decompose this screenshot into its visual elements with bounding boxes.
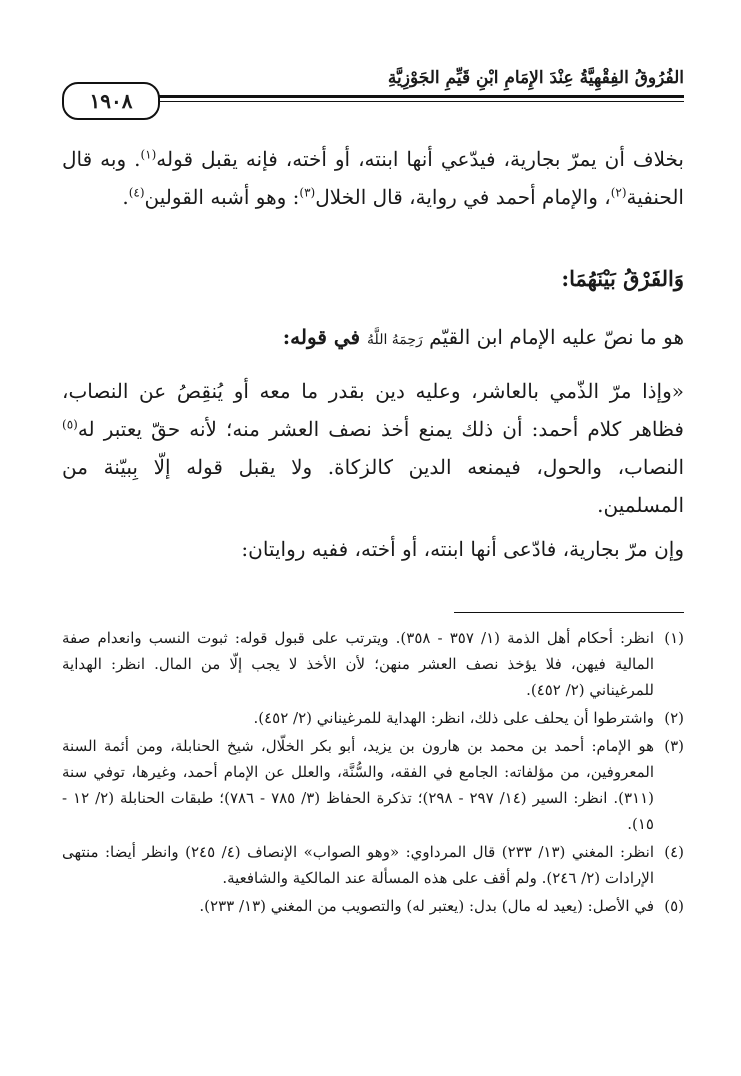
honorific: رَحِمَهُ اللَّهُ	[367, 332, 423, 348]
p1-text-d: : وهو أشبه القولين	[144, 185, 300, 209]
footnote-text: انظر: المغني (١٣/ ٢٣٣) قال المرداوي: «وهو الصواب» الإنصاف (٤/ ٢٤٥) وانظر أيضا: منتهى الإرادات (٢/ ٢٤٦). ولم أقف على هذه المسألة عند المالكية والشافعية.	[62, 843, 654, 887]
footnote-item	[62, 839, 684, 891]
section-heading: وَالفَرْقُ بَيْنَهُمَا:	[561, 266, 684, 291]
footnote-ref-5: (٥)	[62, 417, 78, 432]
footnote-item	[62, 893, 684, 919]
header-rule-thick	[152, 95, 684, 98]
footnote-separator	[454, 612, 684, 613]
footnote-number: (٢)	[664, 709, 684, 727]
footnote-number: (١)	[664, 629, 684, 647]
footnote-text: في الأصل: (يعيد له مال) بدل: (يعتبر له) والتصويب من المغني (١٣/ ٢٣٣).	[199, 897, 654, 915]
paragraph-4	[62, 530, 684, 568]
p1-text: بخلاف أن يمرّ بجارية، فيدّعي أنها ابنته، أو أخته، فإنه يقبل قوله	[156, 147, 684, 171]
paragraph-2	[62, 318, 684, 359]
quote-paragraph	[62, 372, 684, 524]
running-title: الفُرُوقُ الفِقْهِيَّةُ عِنْدَ الإِمَامِ ابْنِ قَيِّمِ الجَوْزِيَّةِ	[387, 68, 684, 88]
p1-text-c: ، والإمام أحمد في رواية، قال الخلال	[315, 185, 611, 209]
paragraph-1	[62, 140, 684, 216]
footnote-item	[62, 733, 684, 837]
footnote-ref-1: (١)	[140, 147, 157, 162]
page-number: ١٩٠٨	[62, 82, 160, 120]
p2-text-b: في قوله:	[282, 325, 368, 349]
p1-text-e: .	[122, 185, 129, 209]
footnote-ref-4: (٤)	[128, 185, 145, 200]
footnote-ref-3: (٣)	[299, 185, 316, 200]
footnote-item	[62, 705, 684, 731]
footnote-number: (٤)	[664, 843, 684, 861]
footnotes	[62, 625, 684, 921]
p4-text: وإن مرّ بجارية، فادّعى أنها ابنته، أو أخته، ففيه روايتان:	[241, 537, 684, 561]
p1-text-b: . وبه قال الحنفية	[62, 147, 684, 209]
footnote-number: (٥)	[664, 897, 684, 915]
page-header	[62, 62, 684, 120]
quote-text: «وإذا مرّ الذّمي بالعاشر، وعليه دين بقدر ما معه أو يُنقِصُ عن النصاب، فظاهر كلام أحمد: أن ذلك يمنع أخذ نصف العشر منه؛ لأنه حقّ يعتبر له	[62, 379, 684, 441]
footnote-text: هو الإمام: أحمد بن محمد بن هارون بن يزيد، أبو بكر الخلّال، شيخ الحنابلة، ومن أئمة السنة المعروفين، من مؤلفاته: الجامع في الفقه، والسُّنَّة، والعلل عن الإمام أحمد، وغيرها، توفي سنة (٣١١). انظر: السير (١٤/ ٢٩٧ - ٢٩٨)؛ تذكرة الحفاظ (٣/ ٧٨٥ - ٧٨٦)؛ طبقات الحنابلة (٢/ ١٢ - ١٥).	[62, 737, 654, 833]
quote-text-b: النصاب، والحول، فيمنعه الدين كالزكاة. ولا يقبل قوله إلّا بِبيّنة من المسلمين.	[62, 455, 684, 517]
p2-text: هو ما نصّ عليه الإمام ابن القيّم	[422, 325, 684, 349]
footnote-text: واشترطوا أن يحلف على ذلك، انظر: الهداية للمرغيناني (٢/ ٤٥٢).	[253, 709, 654, 727]
header-rule-thin	[152, 101, 684, 102]
footnote-text: انظر: أحكام أهل الذمة (١/ ٣٥٧ - ٣٥٨). ويترتب على قبول قوله: ثبوت النسب وانعدام صفة المالية فيهن، فلا يؤخذ نصف العشر منهن؛ لأن الأخذ لا يجب إلّا من المال. انظر: الهداية للمرغيناني (٢/ ٤٥٢).	[62, 629, 655, 699]
footnote-number: (٣)	[664, 737, 684, 755]
footnote-item	[62, 625, 684, 703]
footnote-ref-2: (٢)	[610, 185, 627, 200]
